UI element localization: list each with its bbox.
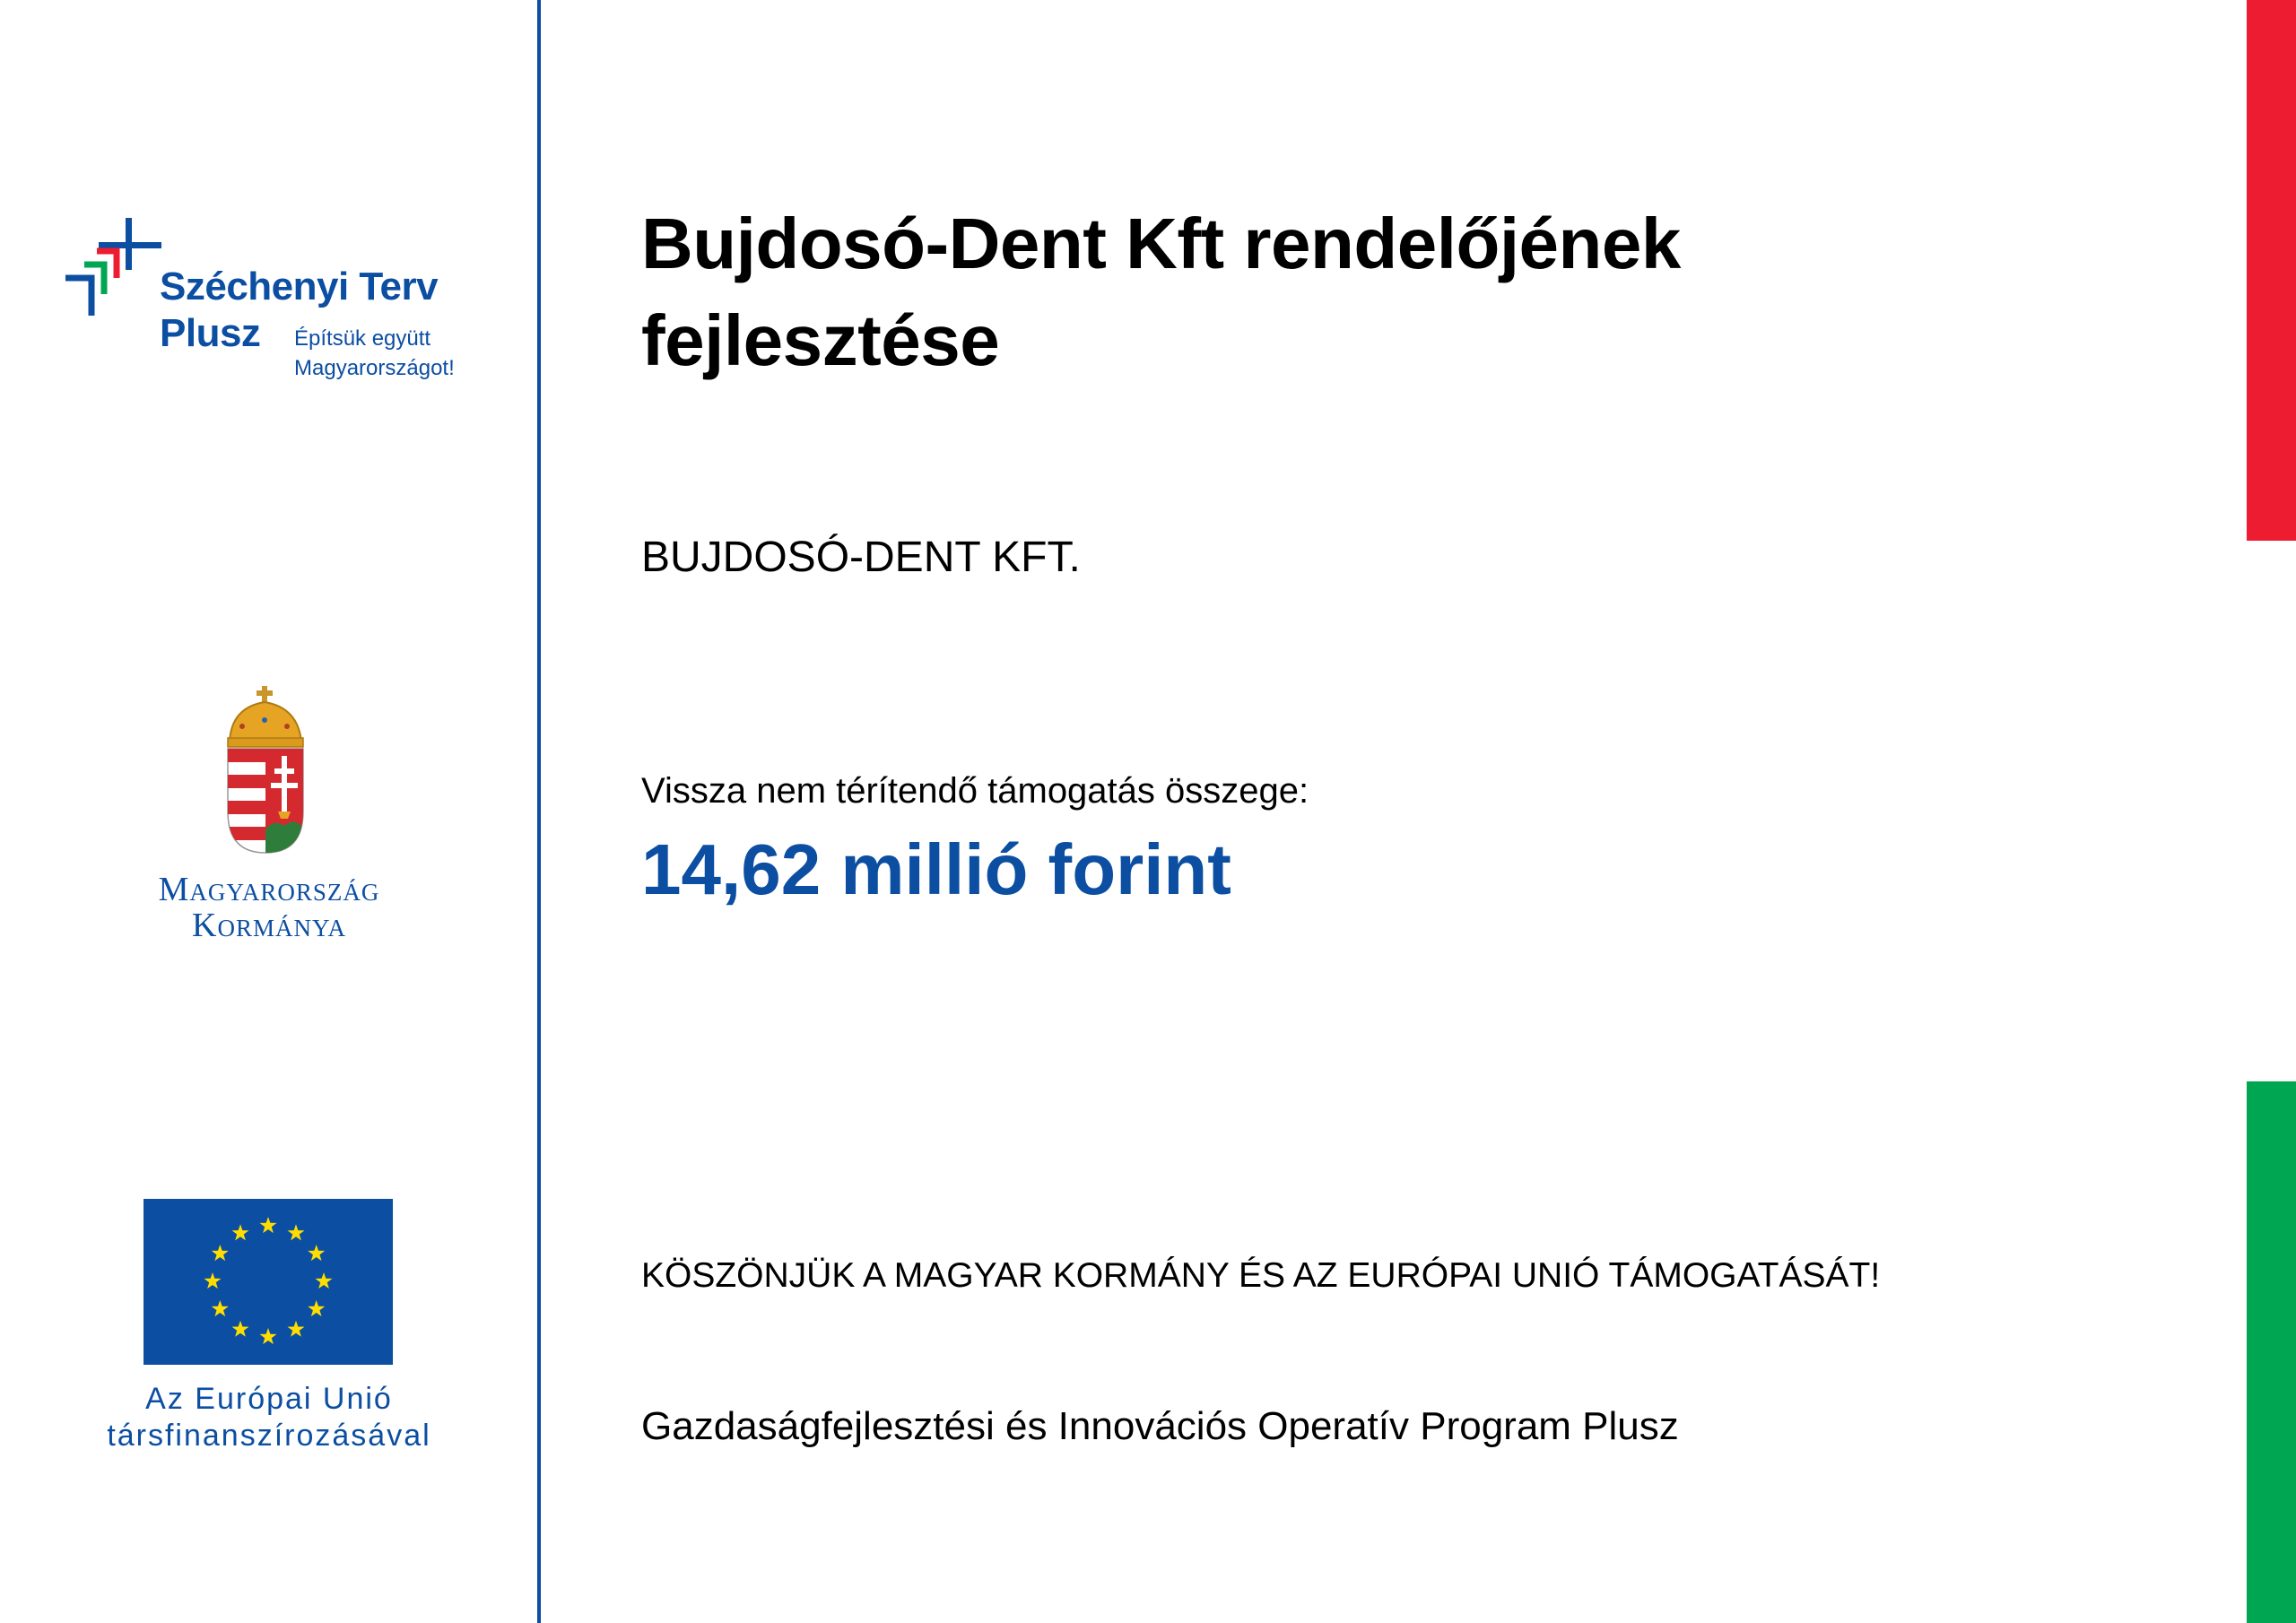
eu-flag-icon <box>144 1199 393 1365</box>
project-title-line-1: Bujdosó-Dent Kft rendelőjének <box>641 204 1681 283</box>
szechenyi-tagline-2: Magyarországot! <box>294 356 455 380</box>
szechenyi-plusz: Plusz <box>160 311 261 355</box>
eu-star-icon <box>212 1245 229 1261</box>
grant-amount-label: Vissza nem térítendő támogatás összege: <box>641 771 1309 811</box>
eu-star-icon <box>287 1321 304 1337</box>
eu-star-icon <box>287 1224 304 1240</box>
szechenyi-cross-arrows-icon <box>63 215 166 318</box>
eu-star-icon <box>308 1300 325 1316</box>
project-title-line-2: fejlesztése <box>641 300 1000 380</box>
hungarian-coat-of-arms-icon <box>224 686 307 856</box>
flag-stripe-red <box>2247 0 2296 541</box>
eu-star-icon <box>259 1217 276 1233</box>
eu-line-2: társfinanszírozásával <box>107 1419 431 1453</box>
flag-stripe-green <box>2247 1081 2296 1623</box>
thanks-statement: KÖSZÖNJÜK A MAGYAR KORMÁNY ÉS AZ EURÓPAI UNIÓ TÁMOGATÁSÁT! <box>641 1256 1881 1295</box>
government-label <box>126 872 413 943</box>
szechenyi-tagline-1: Építsük együtt <box>294 326 431 351</box>
eu-star-icon <box>231 1321 248 1337</box>
vertical-divider <box>537 0 541 1623</box>
eu-star-icon <box>259 1328 276 1344</box>
eu-star-icon <box>315 1272 332 1289</box>
szechenyi-terv-logo <box>63 215 484 395</box>
eu-star-icon <box>308 1245 325 1261</box>
eu-cofinancing-label <box>81 1381 457 1454</box>
eu-line-1: Az Európai Unió <box>145 1382 393 1416</box>
szechenyi-title: Széchenyi Terv <box>160 265 439 308</box>
eu-star-icon <box>204 1272 221 1289</box>
eu-star-icon <box>231 1224 248 1240</box>
program-name: Gazdaságfejlesztési és Innovációs Operatív Program Plusz <box>641 1404 1679 1448</box>
eu-star-icon <box>212 1300 229 1316</box>
grant-amount: 14,62 millió forint <box>641 829 1231 909</box>
eu-stars-ring <box>144 1199 393 1365</box>
beneficiary-name: BUJDOSÓ-DENT KFT. <box>641 534 1081 581</box>
project-title <box>641 195 2166 389</box>
government-line-2: Kormánya <box>192 907 346 944</box>
government-line-1: Magyarország <box>158 871 380 908</box>
